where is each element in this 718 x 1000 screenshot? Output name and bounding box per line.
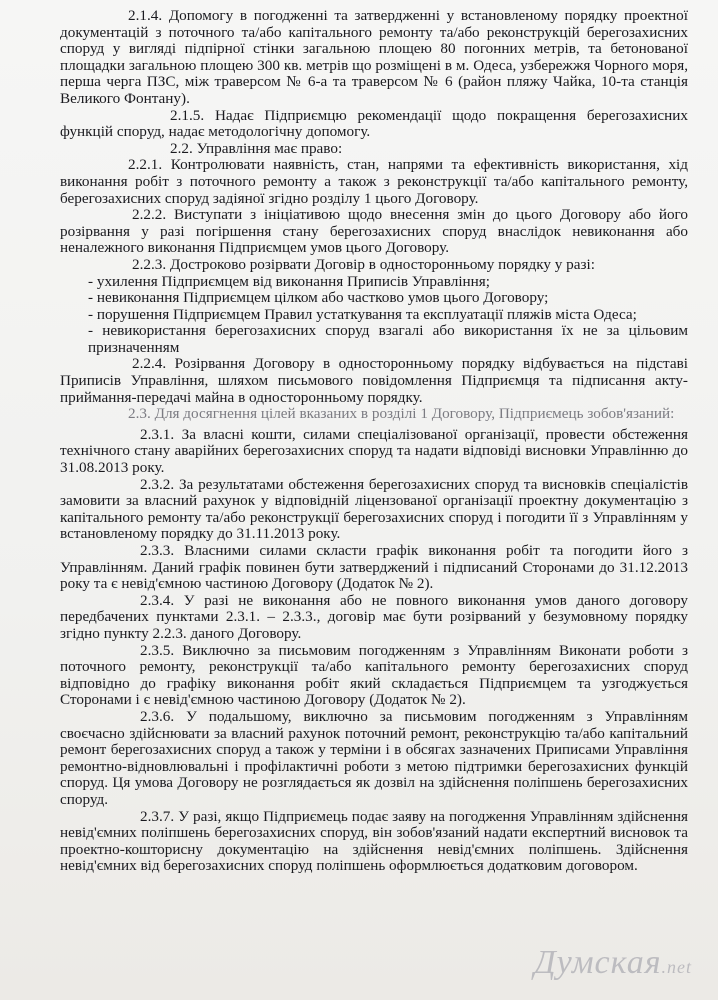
- clause-2-3-3: 2.3.3. Власними силами скласти графік виконання робіт та погодити його з Управлінням. Даний графік повинен бути затверджений і підписаний Сторонами до 31.12.2013 року та є невід'ємною частиною Договору (Додаток № 2).: [60, 542, 688, 593]
- document-body: [60, 8, 688, 875]
- list-item-2-2-3-a: - ухилення Підприємцем від виконання Приписів Управління;: [88, 272, 490, 290]
- site-watermark: Думская.net: [533, 944, 692, 981]
- clause-2-3-2: 2.3.2. За результатами обстеження берегозахисних споруд та висновків спеціалістів замовити за власний рахунок у відповідній ліцензованої організації проектну документацію з капітального ремонту та/або реконструкції берегозахисних споруд і погодити її з Управлінням у встановленому порядку до 31.11.2013 року.: [60, 475, 688, 543]
- clause-2-3-7: 2.3.7. У разі, якщо Підприємець подає заяву на погодження Управлінням здійснення невід'ємних поліпшень берегозахисних споруд, він зобов'язаний надати експертний висновок та проектно-кошторисну документацію на здійснення невід'ємних поліпшень. Здійснення невід'ємних від берегозахисних споруд поліпшень оформлюється додатковим договором.: [60, 807, 688, 875]
- clause-2-2-2: 2.2.2. Виступати з ініціативою щодо внесення змін до цього Договору або його розірвання у разі погіршення стану берегозахисних споруд внаслідок невиконання або неналежного виконання Підприємцем умов цього Договору.: [60, 206, 688, 257]
- clause-2-3-1: 2.3.1. За власні кошти, силами спеціалізованої організації, провести обстеження технічного стану аварійних берегозахисних споруд та надати відповіді висновки Управлінню до 31.08.2013 року.: [60, 425, 688, 477]
- list-item-2-2-3-b: - невиконання Підприємцем цілком або частково умов цього Договору;: [88, 289, 549, 307]
- clause-2-3-4: 2.3.4. У разі не виконання або не повного виконання умов даного договору передбачених пунктами 2.3.1. – 2.3.3., договір має бути розірваний у безумовному порядку згідно пункту 2.2.3. даного Договору.: [60, 591, 688, 642]
- list-item-2-2-3-c: - порушення Підприємцем Правил устаткування та експлуатації пляжів міста Одеса;: [88, 305, 637, 323]
- clause-2-2-1: 2.2.1. Контролювати наявність, стан, напрями та ефективність використання, хід виконання робіт з поточного ремонту а також з реконструкції та/або капітального ремонту, берегозахисних споруд задіяної згідно розділу 1 цього Договору.: [60, 156, 688, 207]
- clause-2-3-5: 2.3.5. Виключно за письмовим погодженням з Управлінням Виконати роботи з поточного ремонту, реконструкції та/або капітального ремонту берегозахисних споруд відповідно до графіку виконання робіт який складається Підприємцем та узгоджується Сторонами і є невід'ємною частиною Договору (Додаток № 2).: [60, 641, 688, 709]
- clause-2-1-4: 2.1.4. Допомогу в погодженні та затвердженні у встановленому порядку проектної документацій з поточного та/або капітального ремонту та/або реконструкцій берегозахисних споруд у вигляді підпірної стінки загальною площею 80 погонних метрів, та бетонованої площадки загальною площею 300 кв. метрів що розміщені в м. Одеса, узбережжя Чорного моря, перша черга ПЗС, між траверсом № 6-а та траверсом № 6 (район пляжу Чайка, 10-та станція Великого Фонтану).: [60, 7, 688, 107]
- clause-2-2: 2.2. Управління має право:: [170, 139, 343, 157]
- clause-2-3: 2.3. Для досягнення цілей вказаних в розділі 1 Договору, Підприємець зобов'язаний:: [128, 405, 675, 423]
- clause-2-1-5: 2.1.5. Надає Підприємцю рекомендації щодо покращення берегозахисних функцій споруд, надає методологічну допомогу.: [60, 106, 688, 141]
- clause-2-2-3: 2.2.3. Достроково розірвати Договір в односторонньому порядку у разі:: [132, 255, 595, 273]
- clause-2-2-4: 2.2.4. Розірвання Договору в односторонньому порядку відбувається на підставі Приписів Управління, шляхом письмового повідомлення Підприємця та підписання акту-приймання-передачі майна в односторонньому порядку.: [60, 355, 688, 406]
- clause-2-3-6: 2.3.6. У подальшому, виключно за письмовим погодженням з Управлінням своєчасно здійснювати за власний рахунок поточний ремонт, реконструкцію та/або капітальний ремонт берегозахисних споруд а також у терміни і в обсягах зазначених Приписами Управління ремонтно-відновлювальні і профілактичні роботи з метою підтримки берегозахисних функцій споруд. Ця умова Договору не розглядається як дозвіл на здійснення поліпшень берегозахисних споруд.: [60, 707, 688, 808]
- list-item-2-2-3-d: - невикористання берегозахисних споруд взагалі або використання їх не за цільовим призначенням: [88, 322, 688, 356]
